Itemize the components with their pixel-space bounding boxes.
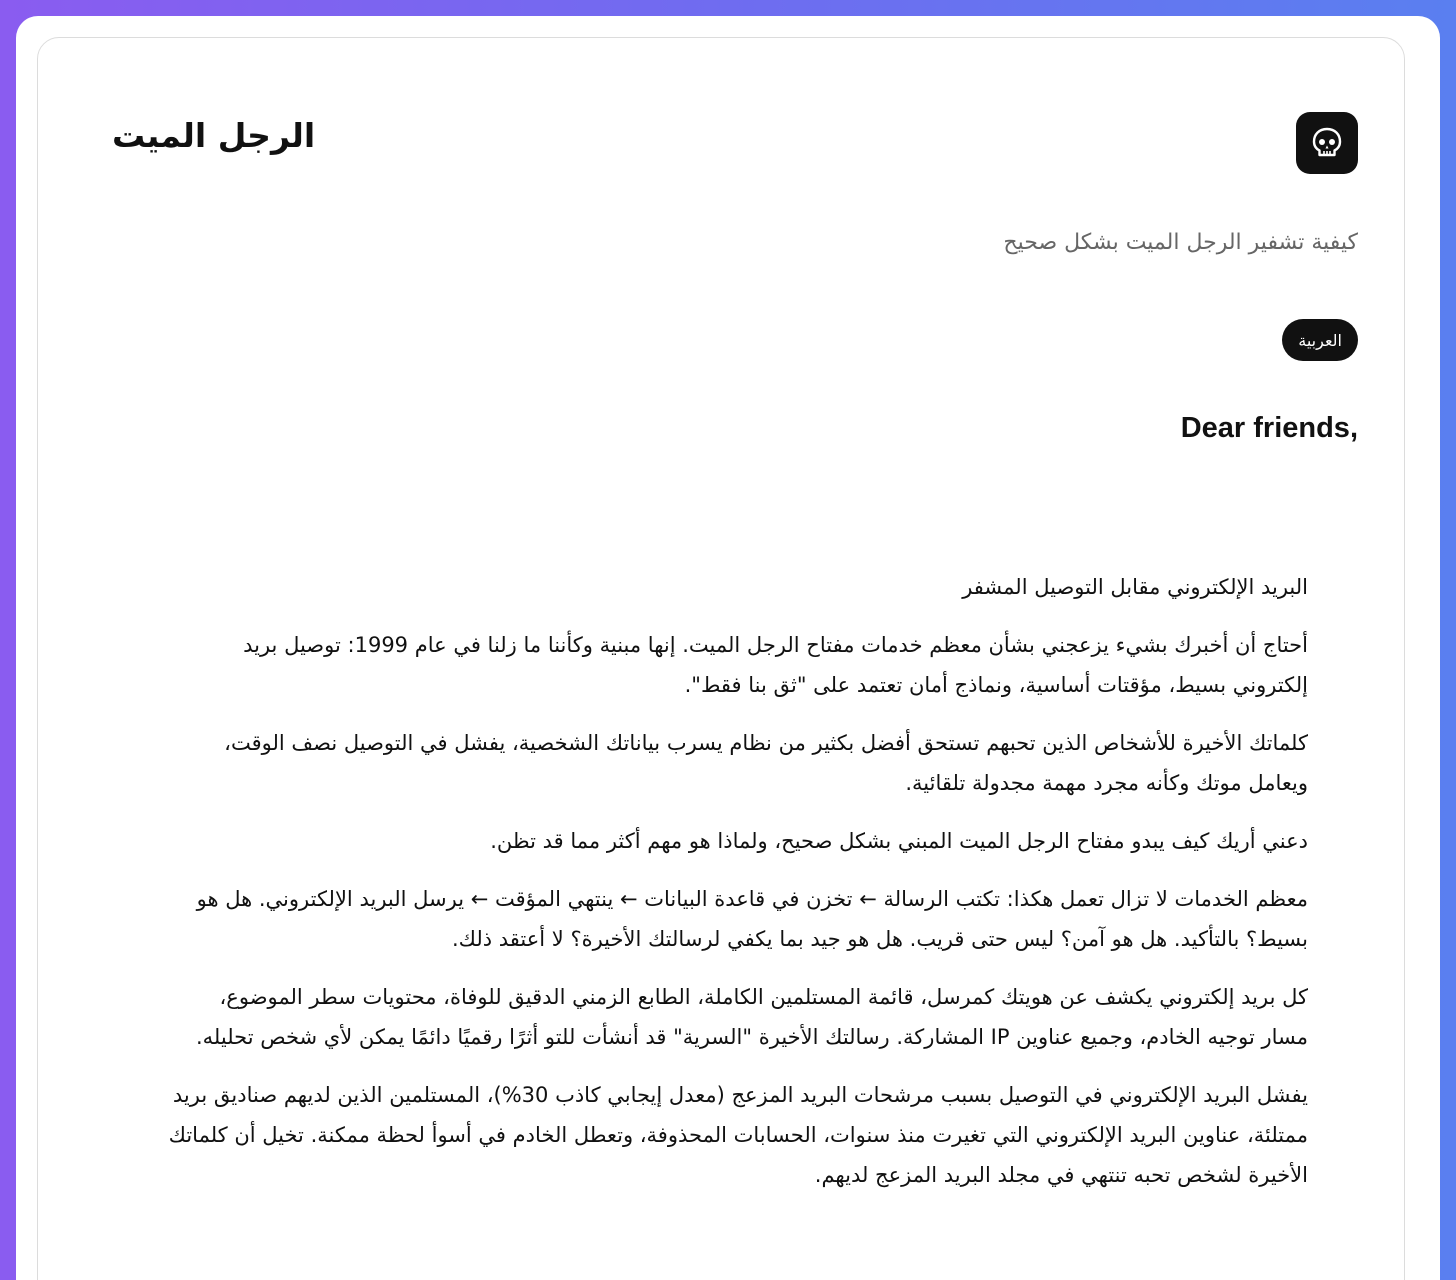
- post-card: [37, 37, 1405, 1280]
- post-paragraph: أحتاج أن أخبرك بشيء يزعجني بشأن معظم خدمات مفتاح الرجل الميت. إنها مبنية وكأننا ما زلنا في عام 1999: توصيل بريد إلكتروني بسيط، مؤقتات أساسية، ونماذج أمان تعتمد على "ثق بنا فقط".: [243, 633, 1308, 697]
- site-logo[interactable]: [1296, 112, 1358, 174]
- post-paragraph: يفشل البريد الإلكتروني في التوصيل بسبب مرشحات البريد المزعج (معدل إيجابي كاذب 30%)، المستلمين الذين لديهم صناديق بريد ممتلئة، عناوين البريد الإلكتروني التي تغيرت منذ سنوات، الحسابات المحذوفة، وتعطل الخادم في أسوأ لحظة ممكنة. تخيل أن كلماتك الأخيرة لشخص تحبه تنتهي في مجلد البريد المزعج لديهم.: [168, 1083, 1308, 1187]
- post-body: [168, 567, 1308, 1213]
- post-paragraph: دعني أريك كيف يبدو مفتاح الرجل الميت المبني بشكل صحيح، ولماذا هو مهم أكثر مما قد تظن.: [490, 829, 1308, 853]
- skull-icon: [1310, 126, 1344, 160]
- post-paragraph: معظم الخدمات لا تزال تعمل هكذا: تكتب الرسالة ← تخزن في قاعدة البيانات ← ينتهي المؤقت ← يرسل البريد الإلكتروني. هل هو بسيط؟ بالتأكيد. هل هو آمن؟ ليس حتى قريب. هل هو جيد بما يكفي لرسالتك الأخيرة؟ لا أعتقد ذلك.: [196, 887, 1308, 951]
- language-badge[interactable]: العربية: [1282, 319, 1358, 361]
- site-title[interactable]: الرجل الميت: [112, 116, 316, 155]
- page-frame: [16, 16, 1440, 1280]
- post-paragraph: البريد الإلكتروني مقابل التوصيل المشفر: [962, 575, 1308, 599]
- post-paragraph: كلماتك الأخيرة للأشخاص الذين تحبهم تستحق أفضل بكثير من نظام يسرب بياناتك الشخصية، يفشل في التوصيل نصف الوقت، ويعامل موتك وكأنه مجرد مهمة مجدولة تلقائية.: [224, 731, 1308, 795]
- site-subtitle: كيفية تشفير الرجل الميت بشكل صحيح: [1003, 230, 1358, 255]
- post-greeting: ,Dear friends: [1180, 412, 1358, 444]
- post-paragraph: كل بريد إلكتروني يكشف عن هويتك كمرسل، قائمة المستلمين الكاملة، الطابع الزمني الدقيق للوفاة، محتويات سطر الموضوع، مسار توجيه الخادم، وجميع عناوين IP المشاركة. رسالتك الأخيرة "السرية" قد أنشأت للتو أثرًا رقميًا دائمًا يمكن لأي شخص تحليله.: [195, 985, 1308, 1049]
